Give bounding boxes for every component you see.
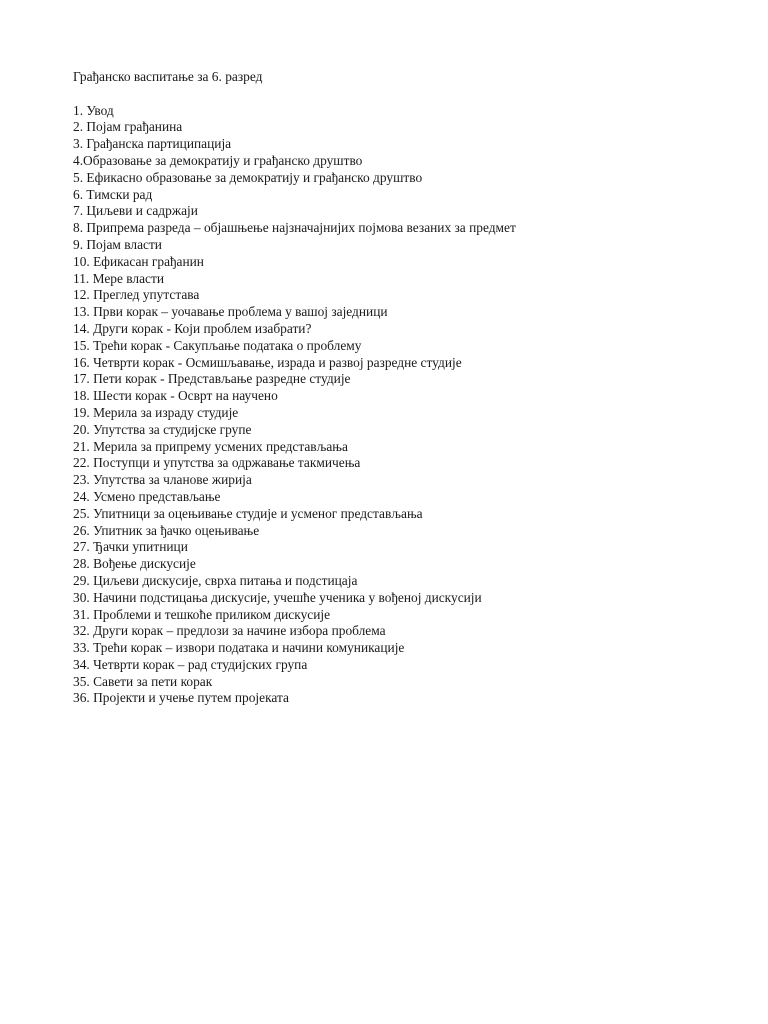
topic-item: 17. Пети корак - Представљање разредне студије [73,371,351,387]
topic-item: 7. Циљеви и садржаји [73,203,198,219]
topic-item: 1. Увод [73,102,114,118]
topic-item: 27. Ђачки упитници [73,539,188,555]
topic-item: 30. Начини подстицања дискусије, учешће ученика у вођеној дискусији [73,589,482,605]
topic-item: 19. Мерила за израду студије [73,404,239,420]
topic-item: 26. Упитник за ђачко оцењивање [73,522,260,538]
topic-item: 3. Грађанска партиципација [73,136,232,152]
topic-item: 24. Усмено представљање [73,488,221,504]
blank-line [73,86,733,103]
topic-item: 14. Други корак - Који проблем изабрати? [73,320,312,336]
topic-item: 4.Образовање за демократију и грађанско друштво [73,152,363,168]
topic-item: 22. Поступци и упутства за одржавање такмичења [73,455,361,471]
topic-item: 32. Други корак – предлози за начине избора проблема [73,623,386,639]
topic-item: 36. Пројекти и учење путем пројеката [73,690,289,706]
topic-item: 18. Шести корак - Осврт на научено [73,388,278,404]
topic-item: 35. Савети за пети корак [73,673,213,689]
topic-item: 13. Први корак – уочавање проблема у вашој заједници [73,304,388,320]
topic-list [73,103,733,708]
topic-item: 33. Трећи корак – извори података и начини комуникације [73,640,405,656]
topic-item: 11. Мере власти [73,270,164,286]
topic-item: 9. Појам власти [73,236,162,252]
topic-item: 16. Четврти корак - Осмишљавање, израда и развој разредне студије [73,354,462,370]
topic-item: 29. Циљеви дискусије, сврха питања и подстицаја [73,572,358,588]
topic-item: 15. Трећи корак - Сакупљање података о проблему [73,337,362,353]
document-content [73,69,733,707]
topic-item: 8. Припрема разреда – објашњење најзначајнијих појмова везаних за предмет [73,220,516,236]
topic-item: 2. Појам грађанина [73,119,183,135]
topic-item: 23. Упутства за чланове жирија [73,472,252,488]
topic-item: 10. Ефикасан грађанин [73,253,204,269]
topic-item: 5. Ефикасно образовање за демократију и грађанско друштво [73,169,423,185]
document-title: Грађанско васпитање за 6. разред [73,69,263,84]
topic-item: 28. Вођење дискусије [73,556,196,572]
topic-item: 34. Четврти корак – рад студијских група [73,656,308,672]
topic-item: 6. Тимски рад [73,186,153,202]
topic-item: 20. Упутства за студијске групе [73,421,252,437]
topic-item: 25. Упитници за оцењивање студије и усменог представљања [73,505,423,521]
topic-item: 21. Мерила за припрему усмених представљања [73,438,348,454]
topic-item: 12. Преглед упутстава [73,287,200,303]
topic-item: 31. Проблеми и тешкоће приликом дискусије [73,606,331,622]
